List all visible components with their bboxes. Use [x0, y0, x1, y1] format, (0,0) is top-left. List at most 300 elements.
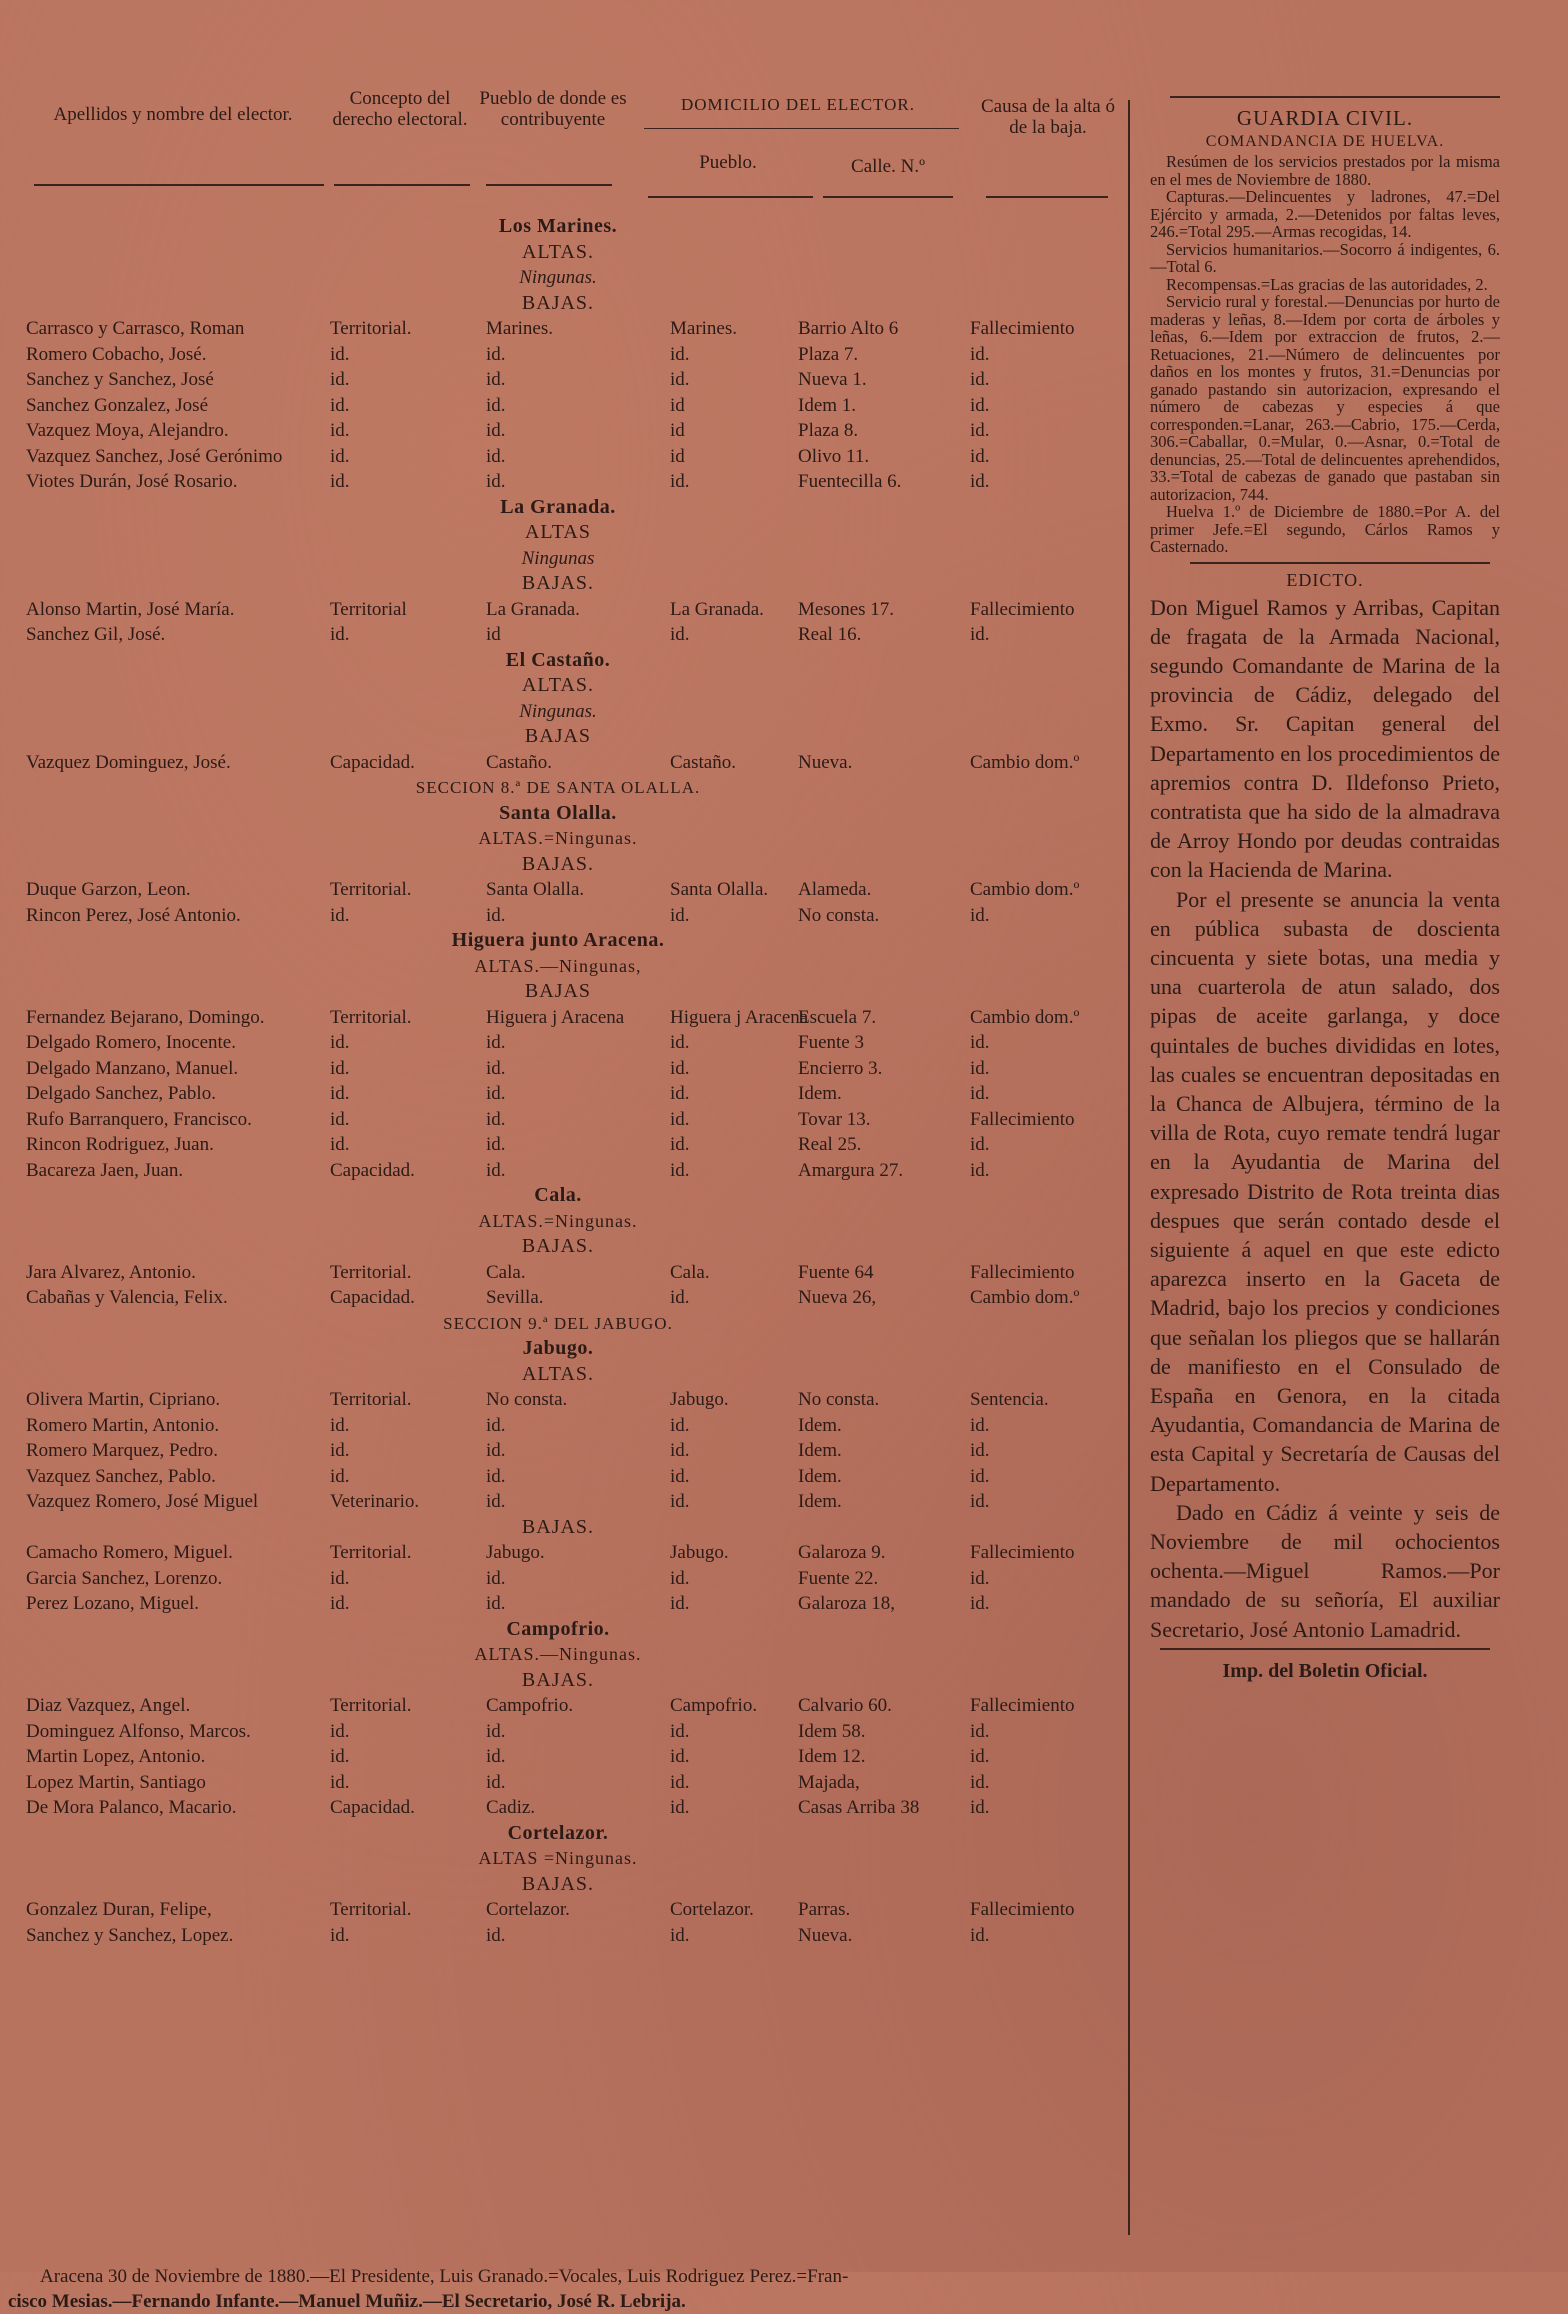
- causa: Fallecimiento: [970, 1695, 1075, 1716]
- concepto: Veterinario.: [330, 1491, 420, 1512]
- header-calle: Calle. N.º: [851, 156, 925, 177]
- pueblo: id.: [670, 1746, 690, 1767]
- concepto: Territorial.: [330, 1695, 412, 1716]
- pueblo-contribuyente: id.: [486, 1771, 506, 1793]
- calle: Fuentecilla 6.: [798, 471, 902, 492]
- table-row: [8, 1744, 1108, 1770]
- header-rule: [334, 184, 470, 186]
- elector-name: Vazquez Romero, José Miguel: [26, 1491, 259, 1512]
- calle: Idem.: [798, 1414, 842, 1436]
- concepto: id.: [330, 471, 350, 492]
- edicto-para: Por el presente se anuncia la venta en pública subasta de doscienta cincuenta y siete botas, una media y una cuarterola de atun salado, dos pipas de aceite garlanga, y doce quintales de buches divididas en lotes, las cuales se encuentran depositadas en la Chanca de Albujera, término de la villa de Rota, cuyo remate tendrá lugar en la Ayudantia de Marina del expresado Distrito de Rota treinta dias despues que serán contado desde el siguiente á aquel en que este edicto aparezca inserto en la Gaceta de Madrid, bajo los precios y condiciones que señalan los pliegos que se hallarán de manifiesto en el Consulado de España en Genora, en la citada Ayudantia, Comandancia de Marina de esta Capital y Secretaría de Causas del Departamento.: [1150, 886, 1500, 1496]
- right-column: [1150, 96, 1500, 1683]
- calle: Mesones 17.: [798, 598, 895, 620]
- causa: id.: [970, 369, 990, 390]
- calle: Calvario 60.: [798, 1695, 892, 1716]
- bajas-label: BAJAS.: [521, 1872, 595, 1895]
- causa: Cambio dom.º: [970, 1006, 1080, 1028]
- table-row: [8, 469, 1108, 495]
- altas-label-row: [8, 520, 1108, 546]
- guardia-para: Resúmen de los servicios prestados por la misma en el mes de Noviembre de 1880.: [1150, 152, 1500, 189]
- seccion-heading-row: [8, 775, 1108, 801]
- seccion-heading-row: [8, 1311, 1108, 1337]
- pueblo: id.: [670, 1083, 690, 1104]
- pueblo-contribuyente: Castaño.: [486, 751, 552, 773]
- causa: Fallecimiento: [970, 1108, 1075, 1130]
- pueblo: id.: [670, 369, 690, 390]
- elector-name: Jara Alvarez, Antonio.: [26, 1261, 196, 1283]
- ningunas-label: Ningunas.: [519, 267, 597, 288]
- town-heading-row: [8, 1821, 1108, 1847]
- calle: Parras.: [798, 1899, 851, 1920]
- elector-name: Rufo Barranquero, Francisco.: [26, 1108, 252, 1130]
- calle: Encierro 3.: [798, 1057, 883, 1079]
- concepto: id.: [330, 420, 350, 441]
- calle: Idem.: [798, 1083, 842, 1104]
- pueblo: id.: [670, 1465, 690, 1487]
- pueblo: id.: [670, 1414, 690, 1436]
- ningunas-label-row: [8, 699, 1108, 725]
- pueblo-contribuyente: id.: [486, 394, 506, 416]
- pueblo-contribuyente: id.: [486, 1134, 506, 1155]
- altas-label: ALTAS.=Ningunas.: [478, 1210, 638, 1231]
- pueblo-contribuyente: Campofrio.: [486, 1695, 574, 1716]
- pueblo: Cala.: [670, 1261, 710, 1283]
- pueblo: id: [670, 445, 685, 467]
- pueblo-contribuyente: Higuera j Aracena: [486, 1006, 625, 1028]
- concepto: id.: [330, 1032, 350, 1053]
- elector-name: Dominguez Alfonso, Marcos.: [26, 1720, 251, 1742]
- pueblo: id.: [670, 1287, 690, 1308]
- elector-name: Olivera Martin, Cipriano.: [26, 1389, 221, 1410]
- causa: id.: [970, 1414, 990, 1436]
- elector-name: Camacho Romero, Miguel.: [26, 1542, 233, 1563]
- elector-name: Cabañas y Valencia, Felix.: [26, 1287, 228, 1308]
- town-heading-row: [8, 648, 1108, 674]
- elector-name: Bacareza Jaen, Juan.: [26, 1159, 184, 1181]
- concepto: Territorial.: [330, 1261, 412, 1283]
- town-heading: Los Marines.: [498, 215, 618, 237]
- calle: Galaroza 18,: [798, 1593, 896, 1614]
- causa: Cambio dom.º: [970, 1287, 1080, 1308]
- table-row: [8, 1056, 1108, 1082]
- imprint: Imp. del Boletin Oficial.: [1222, 1659, 1428, 1682]
- bajas-label-row: [8, 571, 1108, 597]
- bajas-label-row: [8, 291, 1108, 317]
- concepto: Capacidad.: [330, 1287, 415, 1308]
- header-rule: [34, 184, 324, 186]
- altas-label: ALTAS: [524, 521, 591, 543]
- bajas-label-row: [8, 724, 1108, 750]
- concepto: id.: [330, 624, 350, 645]
- causa: Fallecimiento: [970, 1261, 1075, 1283]
- causa: id.: [970, 1134, 990, 1155]
- causa: Fallecimiento: [970, 598, 1075, 620]
- causa: Fallecimiento: [970, 1542, 1075, 1563]
- table-row: [8, 1413, 1108, 1439]
- calle: Olivo 11.: [798, 445, 870, 467]
- concepto: id.: [330, 1134, 350, 1155]
- concepto: id.: [330, 394, 350, 416]
- elector-name: Rincon Perez, José Antonio.: [26, 904, 241, 926]
- calle: Escuela 7.: [798, 1006, 877, 1028]
- altas-label-row: [8, 1642, 1108, 1668]
- pueblo: id.: [670, 1134, 690, 1155]
- table-row: [8, 1566, 1108, 1592]
- table-row: [8, 418, 1108, 444]
- edicto-body: [1150, 593, 1500, 1644]
- table-row: [8, 1081, 1108, 1107]
- pueblo-contribuyente: id.: [486, 420, 506, 441]
- town-heading: Higuera junto Aracena.: [451, 929, 665, 951]
- bajas-label-row: [8, 1668, 1108, 1694]
- concepto: Territorial.: [330, 1899, 412, 1920]
- pueblo: id.: [670, 1032, 690, 1053]
- header-concepto: Concepto del derecho electoral.: [332, 88, 468, 130]
- calle: Fuente 3: [798, 1032, 864, 1053]
- elector-name: Duque Garzon, Leon.: [26, 879, 191, 900]
- concepto: id.: [330, 369, 350, 390]
- pueblo-contribuyente: id.: [486, 445, 506, 467]
- bajas-label: BAJAS.: [521, 1235, 595, 1257]
- header-rule: [644, 128, 959, 129]
- header-rule: [648, 196, 813, 198]
- footer-line-1: Aracena 30 de Noviembre de 1880.—El Presidente, Luis Granado.=Vocales, Luis Rodriguez Perez.=Fran-: [40, 2266, 849, 2287]
- town-heading: Jabugo.: [522, 1337, 594, 1359]
- calle: Real 25.: [798, 1134, 862, 1155]
- table-row: [8, 1489, 1108, 1515]
- causa: id.: [970, 1567, 990, 1589]
- causa: id.: [970, 1440, 990, 1461]
- concepto: id.: [330, 1593, 350, 1614]
- causa: id.: [970, 904, 990, 926]
- header-rule: [486, 184, 612, 186]
- altas-label: ALTAS.—Ningunas,: [474, 955, 642, 976]
- town-heading-row: [8, 1617, 1108, 1643]
- pueblo: id.: [670, 1057, 690, 1079]
- calle: Idem.: [798, 1491, 842, 1512]
- table-row: [8, 1132, 1108, 1158]
- causa: id.: [970, 1057, 990, 1079]
- table-row: [8, 1591, 1108, 1617]
- pueblo: id.: [670, 1108, 690, 1130]
- town-heading-row: [8, 1183, 1108, 1209]
- calle: No consta.: [798, 1389, 880, 1410]
- elector-name: Vazquez Dominguez, José.: [26, 751, 231, 773]
- bajas-label: BAJAS.: [521, 572, 595, 594]
- calle: Nueva.: [798, 1924, 853, 1946]
- concepto: id.: [330, 445, 350, 467]
- pueblo-contribuyente: id.: [486, 1108, 506, 1130]
- concepto: id.: [330, 1924, 350, 1946]
- town-heading-row: [8, 495, 1108, 521]
- pueblo: id.: [670, 1440, 690, 1461]
- causa: Cambio dom.º: [970, 879, 1080, 900]
- column-divider: [1128, 100, 1130, 2235]
- electoral-list: [8, 88, 1115, 2312]
- bajas-label: BAJAS.: [521, 852, 595, 875]
- causa: id.: [970, 1491, 990, 1512]
- pueblo: Marines.: [670, 318, 738, 339]
- concepto: id.: [330, 1465, 350, 1487]
- calle: Idem 1.: [798, 394, 857, 416]
- concepto: id.: [330, 343, 350, 365]
- elector-name: Diaz Vazquez, Angel.: [26, 1695, 191, 1716]
- pueblo-contribuyente: id: [486, 624, 501, 645]
- pueblo-contribuyente: id.: [486, 1924, 506, 1946]
- elector-name: Vazquez Sanchez, Pablo.: [26, 1465, 216, 1487]
- causa: id.: [970, 1746, 990, 1767]
- pueblo: id.: [670, 1491, 690, 1512]
- pueblo: id.: [670, 1720, 690, 1742]
- causa: id.: [970, 1465, 990, 1487]
- calle: Idem.: [798, 1465, 842, 1487]
- concepto: id.: [330, 1720, 350, 1742]
- elector-name: Rincon Rodriguez, Juan.: [26, 1134, 214, 1155]
- table-row: [8, 1387, 1108, 1413]
- concepto: Territorial.: [330, 1542, 412, 1563]
- town-heading: Cortelazor.: [507, 1821, 609, 1844]
- causa: id.: [970, 1771, 990, 1793]
- elector-name: Vazquez Moya, Alejandro.: [26, 420, 229, 441]
- calle: Idem 12.: [798, 1746, 866, 1767]
- calle: Nueva 26,: [798, 1287, 877, 1308]
- bajas-label: BAJAS.: [521, 291, 595, 314]
- pueblo: id.: [670, 1567, 690, 1589]
- calle: Idem 58.: [798, 1720, 866, 1742]
- pueblo-contribuyente: id.: [486, 1491, 506, 1512]
- table-row: [8, 1923, 1108, 1949]
- pueblo: id.: [670, 1924, 690, 1946]
- concepto: Territorial.: [330, 318, 412, 339]
- pueblo-contribuyente: Cadiz.: [486, 1797, 536, 1818]
- table-row: [8, 393, 1108, 419]
- pueblo: Cortelazor.: [670, 1899, 754, 1920]
- altas-label: ALTAS.=Ningunas.: [478, 828, 638, 848]
- ningunas-label-row: [8, 546, 1108, 572]
- altas-label: ALTAS =Ningunas.: [478, 1848, 638, 1868]
- concepto: Capacidad.: [330, 1797, 415, 1818]
- elector-name: Delgado Manzano, Manuel.: [26, 1057, 239, 1079]
- concepto: id.: [330, 904, 350, 926]
- elector-name: Garcia Sanchez, Lorenzo.: [26, 1567, 223, 1589]
- pueblo-contribuyente: Sevilla.: [486, 1287, 544, 1308]
- concepto: Territorial: [330, 598, 407, 620]
- ningunas-label: Ningunas.: [519, 700, 597, 722]
- ningunas-label: Ningunas: [521, 547, 595, 569]
- altas-label: ALTAS.: [521, 240, 594, 263]
- seccion-heading: SECCION 9.ª DEL JABUGO.: [443, 1313, 673, 1333]
- elector-name: Carrasco y Carrasco, Roman: [26, 318, 245, 339]
- elector-name: Perez Lozano, Miguel.: [26, 1593, 200, 1614]
- town-heading: El Castaño.: [505, 648, 611, 671]
- pueblo: id.: [670, 624, 690, 645]
- imprint-rule: [1160, 1648, 1490, 1650]
- table-row: [8, 1285, 1108, 1311]
- calle: Galaroza 9.: [798, 1542, 886, 1563]
- bajas-label-row: [8, 852, 1108, 878]
- causa: id.: [970, 1159, 990, 1181]
- causa: id.: [970, 1032, 990, 1053]
- table-header: [8, 88, 1115, 198]
- elector-name: De Mora Palanco, Macario.: [26, 1797, 237, 1818]
- concepto: Capacidad.: [330, 1159, 415, 1181]
- elector-name: Gonzalez Duran, Felipe,: [26, 1899, 212, 1920]
- altas-label: ALTAS.: [521, 674, 594, 696]
- altas-label-row: [8, 826, 1108, 852]
- table-row: [8, 1260, 1108, 1286]
- town-heading: Campofrio.: [506, 1617, 610, 1640]
- town-heading-row: [8, 1336, 1108, 1362]
- table-row: [8, 1795, 1108, 1821]
- table-row: [8, 1107, 1108, 1133]
- top-rule: [1170, 96, 1500, 98]
- calle: Casas Arriba 38: [798, 1797, 920, 1818]
- concepto: id.: [330, 1567, 350, 1589]
- ningunas-label-row: [8, 265, 1108, 291]
- table-row: [8, 597, 1108, 623]
- calle: Plaza 7.: [798, 343, 859, 365]
- pueblo: La Granada.: [670, 598, 764, 620]
- guardia-title: GUARDIA CIVIL.: [1236, 106, 1414, 130]
- seccion-heading: SECCION 8.ª DE SANTA OLALLA.: [415, 778, 701, 797]
- pueblo-contribuyente: Santa Olalla.: [486, 879, 585, 900]
- footer-line-2: cisco Mesias.—Fernando Infante.—Manuel Muñiz.—El Secretario, José R. Lebrija.: [8, 2291, 686, 2312]
- bajas-label: BAJAS.: [521, 1668, 595, 1691]
- table-row: [8, 622, 1108, 648]
- calle: Plaza 8.: [798, 420, 859, 441]
- table-row: [8, 1719, 1108, 1745]
- causa: id.: [970, 420, 990, 441]
- pueblo: id: [670, 394, 685, 416]
- elector-name: Delgado Romero, Inocente.: [26, 1032, 236, 1053]
- edicto-para: Dado en Cádiz á veinte y seis de Noviembre de mil ochocientos ochenta.—Miguel Ramos.—Por mandado de su señoría, El auxiliar Secretario, José Antonio Lamadrid.: [1150, 1499, 1500, 1642]
- pueblo-contribuyente: id.: [486, 1083, 506, 1104]
- table-row: [8, 1438, 1108, 1464]
- edicto-title: EDICTO.: [1286, 569, 1364, 590]
- altas-label-row: [8, 673, 1108, 699]
- pueblo: Castaño.: [670, 751, 736, 773]
- pueblo-contribuyente: id.: [486, 1593, 506, 1614]
- pueblo: id.: [670, 343, 690, 365]
- causa: id.: [970, 1720, 990, 1742]
- concepto: id.: [330, 1414, 350, 1436]
- elector-name: Sanchez Gil, José.: [26, 624, 166, 645]
- elector-name: Romero Marquez, Pedro.: [26, 1440, 219, 1461]
- concepto: Territorial.: [330, 1006, 412, 1028]
- pueblo-contribuyente: id.: [486, 1440, 506, 1461]
- pueblo-contribuyente: id.: [486, 1746, 506, 1767]
- altas-label: ALTAS.—Ningunas.: [474, 1644, 642, 1664]
- pueblo: id.: [670, 1771, 690, 1793]
- header-rule: [986, 196, 1108, 198]
- elector-name: Viotes Durán, José Rosario.: [26, 471, 238, 492]
- table-row: [8, 342, 1108, 368]
- table-row: [8, 316, 1108, 342]
- elector-name: Sanchez y Sanchez, Lopez.: [26, 1924, 234, 1946]
- causa: id.: [970, 1593, 990, 1614]
- concepto: id.: [330, 1440, 350, 1461]
- elector-name: Romero Cobacho, José.: [26, 343, 207, 365]
- bajas-label: BAJAS.: [521, 1515, 595, 1538]
- causa: Fallecimiento: [970, 318, 1075, 339]
- town-heading: Cala.: [534, 1184, 582, 1206]
- causa: id.: [970, 394, 990, 416]
- calle: Alameda.: [798, 879, 872, 900]
- causa: id.: [970, 1797, 990, 1818]
- guardia-body: [1150, 153, 1500, 556]
- table-row: [8, 1158, 1108, 1184]
- causa: Cambio dom.º: [970, 751, 1080, 773]
- causa: id.: [970, 624, 990, 645]
- pueblo-contribuyente: La Granada.: [486, 598, 580, 620]
- pueblo: id.: [670, 1797, 690, 1818]
- town-heading: Santa Olalla.: [499, 801, 617, 824]
- bajas-label-row: [8, 1872, 1108, 1898]
- header-pueblo: Pueblo.: [699, 152, 757, 173]
- elector-name: Sanchez Gonzalez, José: [26, 394, 209, 416]
- altas-label-row: [8, 1846, 1108, 1872]
- pueblo: id.: [670, 904, 690, 926]
- guardia-subtitle: COMANDANCIA DE HUELVA.: [1205, 133, 1445, 150]
- pueblo-contribuyente: id.: [486, 1032, 506, 1053]
- guardia-para: Huelva 1.º de Diciembre de 1880.=Por A. del primer Jefe.=El segundo, Cárlos Ramos y Casternado.: [1150, 502, 1500, 556]
- elector-name: Vazquez Sanchez, José Gerónimo: [26, 445, 283, 467]
- table-row: [8, 877, 1108, 903]
- altas-label-row: [8, 1209, 1108, 1235]
- pueblo-contribuyente: Cortelazor.: [486, 1899, 570, 1920]
- pueblo-contribuyente: id.: [486, 1159, 506, 1181]
- causa: id.: [970, 471, 990, 492]
- pueblo-contribuyente: id.: [486, 1414, 506, 1436]
- bajas-label: BAJAS: [524, 980, 592, 1002]
- elector-name: Romero Martin, Antonio.: [26, 1414, 220, 1436]
- concepto: id.: [330, 1057, 350, 1079]
- guardia-para: Servicios humanitarios.—Socorro á indigentes, 6.—Total 6.: [1150, 239, 1500, 276]
- section-rule: [1190, 562, 1490, 564]
- altas-label: ALTAS.: [521, 1362, 594, 1385]
- pueblo: id.: [670, 471, 690, 492]
- causa: id.: [970, 1083, 990, 1104]
- concepto: Territorial.: [330, 879, 412, 900]
- causa: id.: [970, 343, 990, 365]
- calle: Barrio Alto 6: [798, 318, 899, 339]
- causa: id.: [970, 445, 990, 467]
- elector-name: Alonso Martin, José María.: [26, 598, 235, 620]
- pueblo-contribuyente: Marines.: [486, 318, 554, 339]
- bajas-label-row: [8, 1234, 1108, 1260]
- edicto-para: Don Miguel Ramos y Arribas, Capitan de fragata de la Armada Nacional, segundo Comandante de Marina de la provincia de Cádiz, delegado del Exmo. Sr. Capitan general del Departamento en los procedimientos de apremios contra D. Ildefonso Prieto, contratista que ha sido de la almadrava de Arroy Hondo por deudas contraidas con la Hacienda de Marina.: [1150, 594, 1500, 883]
- calle: Real 16.: [798, 624, 862, 645]
- pueblo-contribuyente: Cala.: [486, 1261, 526, 1283]
- pueblo: id.: [670, 1593, 690, 1614]
- elector-name: Lopez Martin, Santiago: [26, 1771, 206, 1793]
- elector-name: Fernandez Bejarano, Domingo.: [26, 1006, 265, 1028]
- causa: Sentencia.: [970, 1389, 1049, 1410]
- pueblo-contribuyente: id.: [486, 1720, 506, 1742]
- pueblo-contribuyente: id.: [486, 1465, 506, 1487]
- calle: Majada,: [798, 1771, 860, 1793]
- table-row: [8, 1770, 1108, 1796]
- elector-name: Sanchez y Sanchez, José: [26, 369, 214, 390]
- header-causa: Causa de la alta ó de la baja.: [980, 96, 1115, 138]
- guardia-para: Capturas.—Delincuentes y ladrones, 47.=Del Ejército y armada, 2.—Detenidos por faltas leves, 246.=Total 295.—Armas recogidas, 14.: [1150, 187, 1500, 241]
- concepto: id.: [330, 1083, 350, 1104]
- altas-label-row: [8, 1362, 1108, 1388]
- bajas-label: BAJAS: [524, 725, 592, 747]
- table-row: [8, 1030, 1108, 1056]
- table-row: [8, 1464, 1108, 1490]
